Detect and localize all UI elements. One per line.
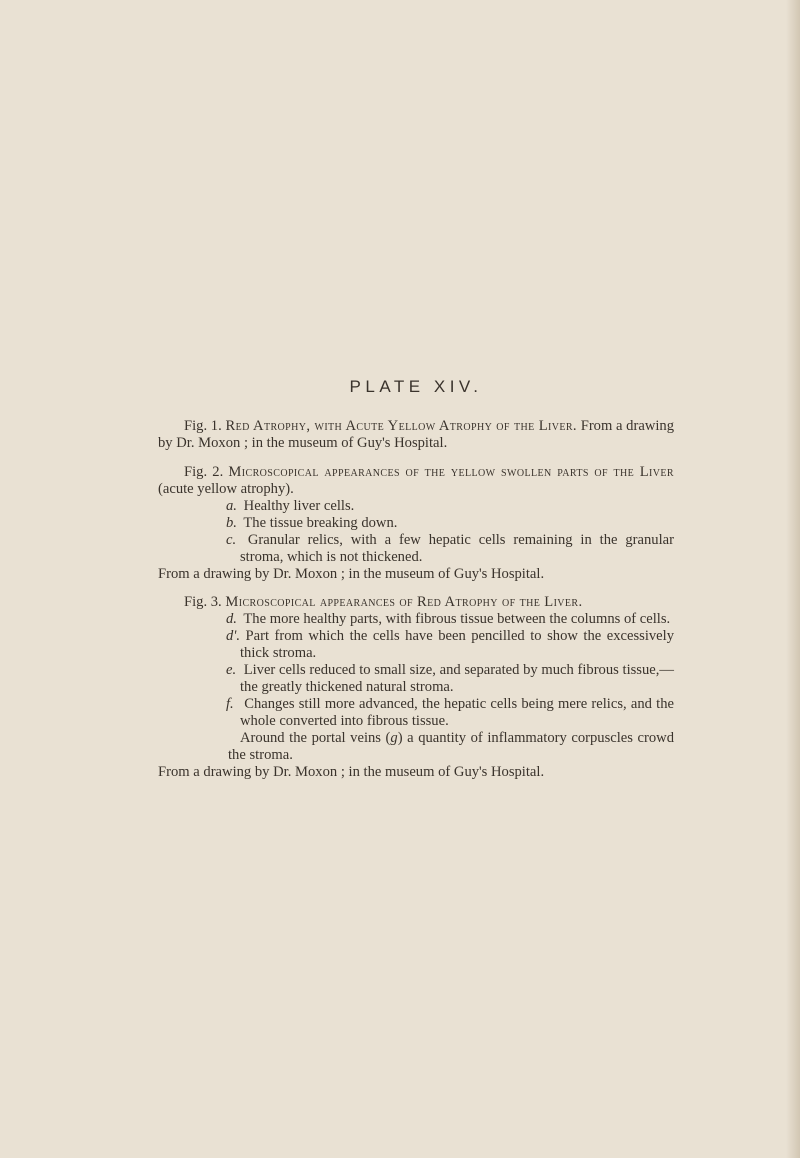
item-label: d'. xyxy=(226,628,241,644)
list-item xyxy=(226,696,675,730)
figure-2-source: From a drawing by Dr. Moxon ; in the museum of Guy's Hospital. xyxy=(158,566,545,582)
item-text: The more healthy parts, with fibrous tissue between the columns of cells. xyxy=(243,611,671,627)
item-text: Healthy liver cells. xyxy=(243,498,355,514)
page-edge-shadow xyxy=(786,0,800,1158)
note-before: Around the portal veins ( xyxy=(240,730,391,746)
figure-2-paragraph xyxy=(158,464,674,498)
note-after: ) a quantity of inflammatory corpuscles crowd the stroma. xyxy=(228,730,674,763)
item-label: d. xyxy=(226,611,237,627)
item-label: f. xyxy=(226,696,234,712)
item-text: The tissue breaking down. xyxy=(243,515,398,531)
figure-3-note xyxy=(228,730,674,764)
figure-2-subtitle: (acute yellow atrophy). xyxy=(158,481,294,497)
plate-title: PLATE XIV. xyxy=(349,377,483,396)
figure-1-text: From a drawing by Dr. Moxon ; in the museum of Guy's Hospital. xyxy=(158,418,675,451)
list-item xyxy=(226,498,674,515)
figure-3-caption xyxy=(158,594,674,781)
list-item xyxy=(226,532,674,566)
figure-2-label: Fig. 2. xyxy=(184,464,224,480)
figure-3-label: Fig. 3. xyxy=(184,594,222,610)
list-item xyxy=(226,611,674,628)
list-item xyxy=(226,515,674,532)
figure-3-paragraph xyxy=(158,594,674,611)
list-item xyxy=(226,628,675,662)
figure-1-paragraph xyxy=(158,418,674,452)
figure-2-caption xyxy=(158,464,674,583)
item-label: a. xyxy=(226,498,237,514)
note-label: g xyxy=(390,730,398,746)
figure-3-source: From a drawing by Dr. Moxon ; in the museum of Guy's Hospital. xyxy=(158,764,545,780)
figure-3-title: Microscopical appearances of Red Atrophy of the Liver. xyxy=(225,594,583,610)
item-text: Part from which the cells have been pencilled to show the excessively thick stroma. xyxy=(240,628,675,661)
figure-1-label: Fig. 1. xyxy=(184,418,222,434)
item-text: Granular relics, with a few hepatic cells remaining in the granular stroma, which is not thickened. xyxy=(240,532,674,565)
figure-2-title: Microscopical appearances of the yellow swollen parts of the Liver xyxy=(228,464,674,480)
item-label: b. xyxy=(226,515,237,531)
item-text: Liver cells reduced to small size, and separated by much fibrous tissue,—the greatly thickened natural stroma. xyxy=(240,662,674,695)
item-label: c. xyxy=(226,532,237,548)
list-item xyxy=(226,662,674,696)
figure-1-title: Red Atrophy, with Acute Yellow Atrophy of the Liver. xyxy=(225,418,577,434)
figure-1-caption xyxy=(158,418,674,452)
item-label: e. xyxy=(226,662,237,678)
item-text: Changes still more advanced, the hepatic cells being mere relics, and the whole converted into fibrous tissue. xyxy=(240,696,675,729)
